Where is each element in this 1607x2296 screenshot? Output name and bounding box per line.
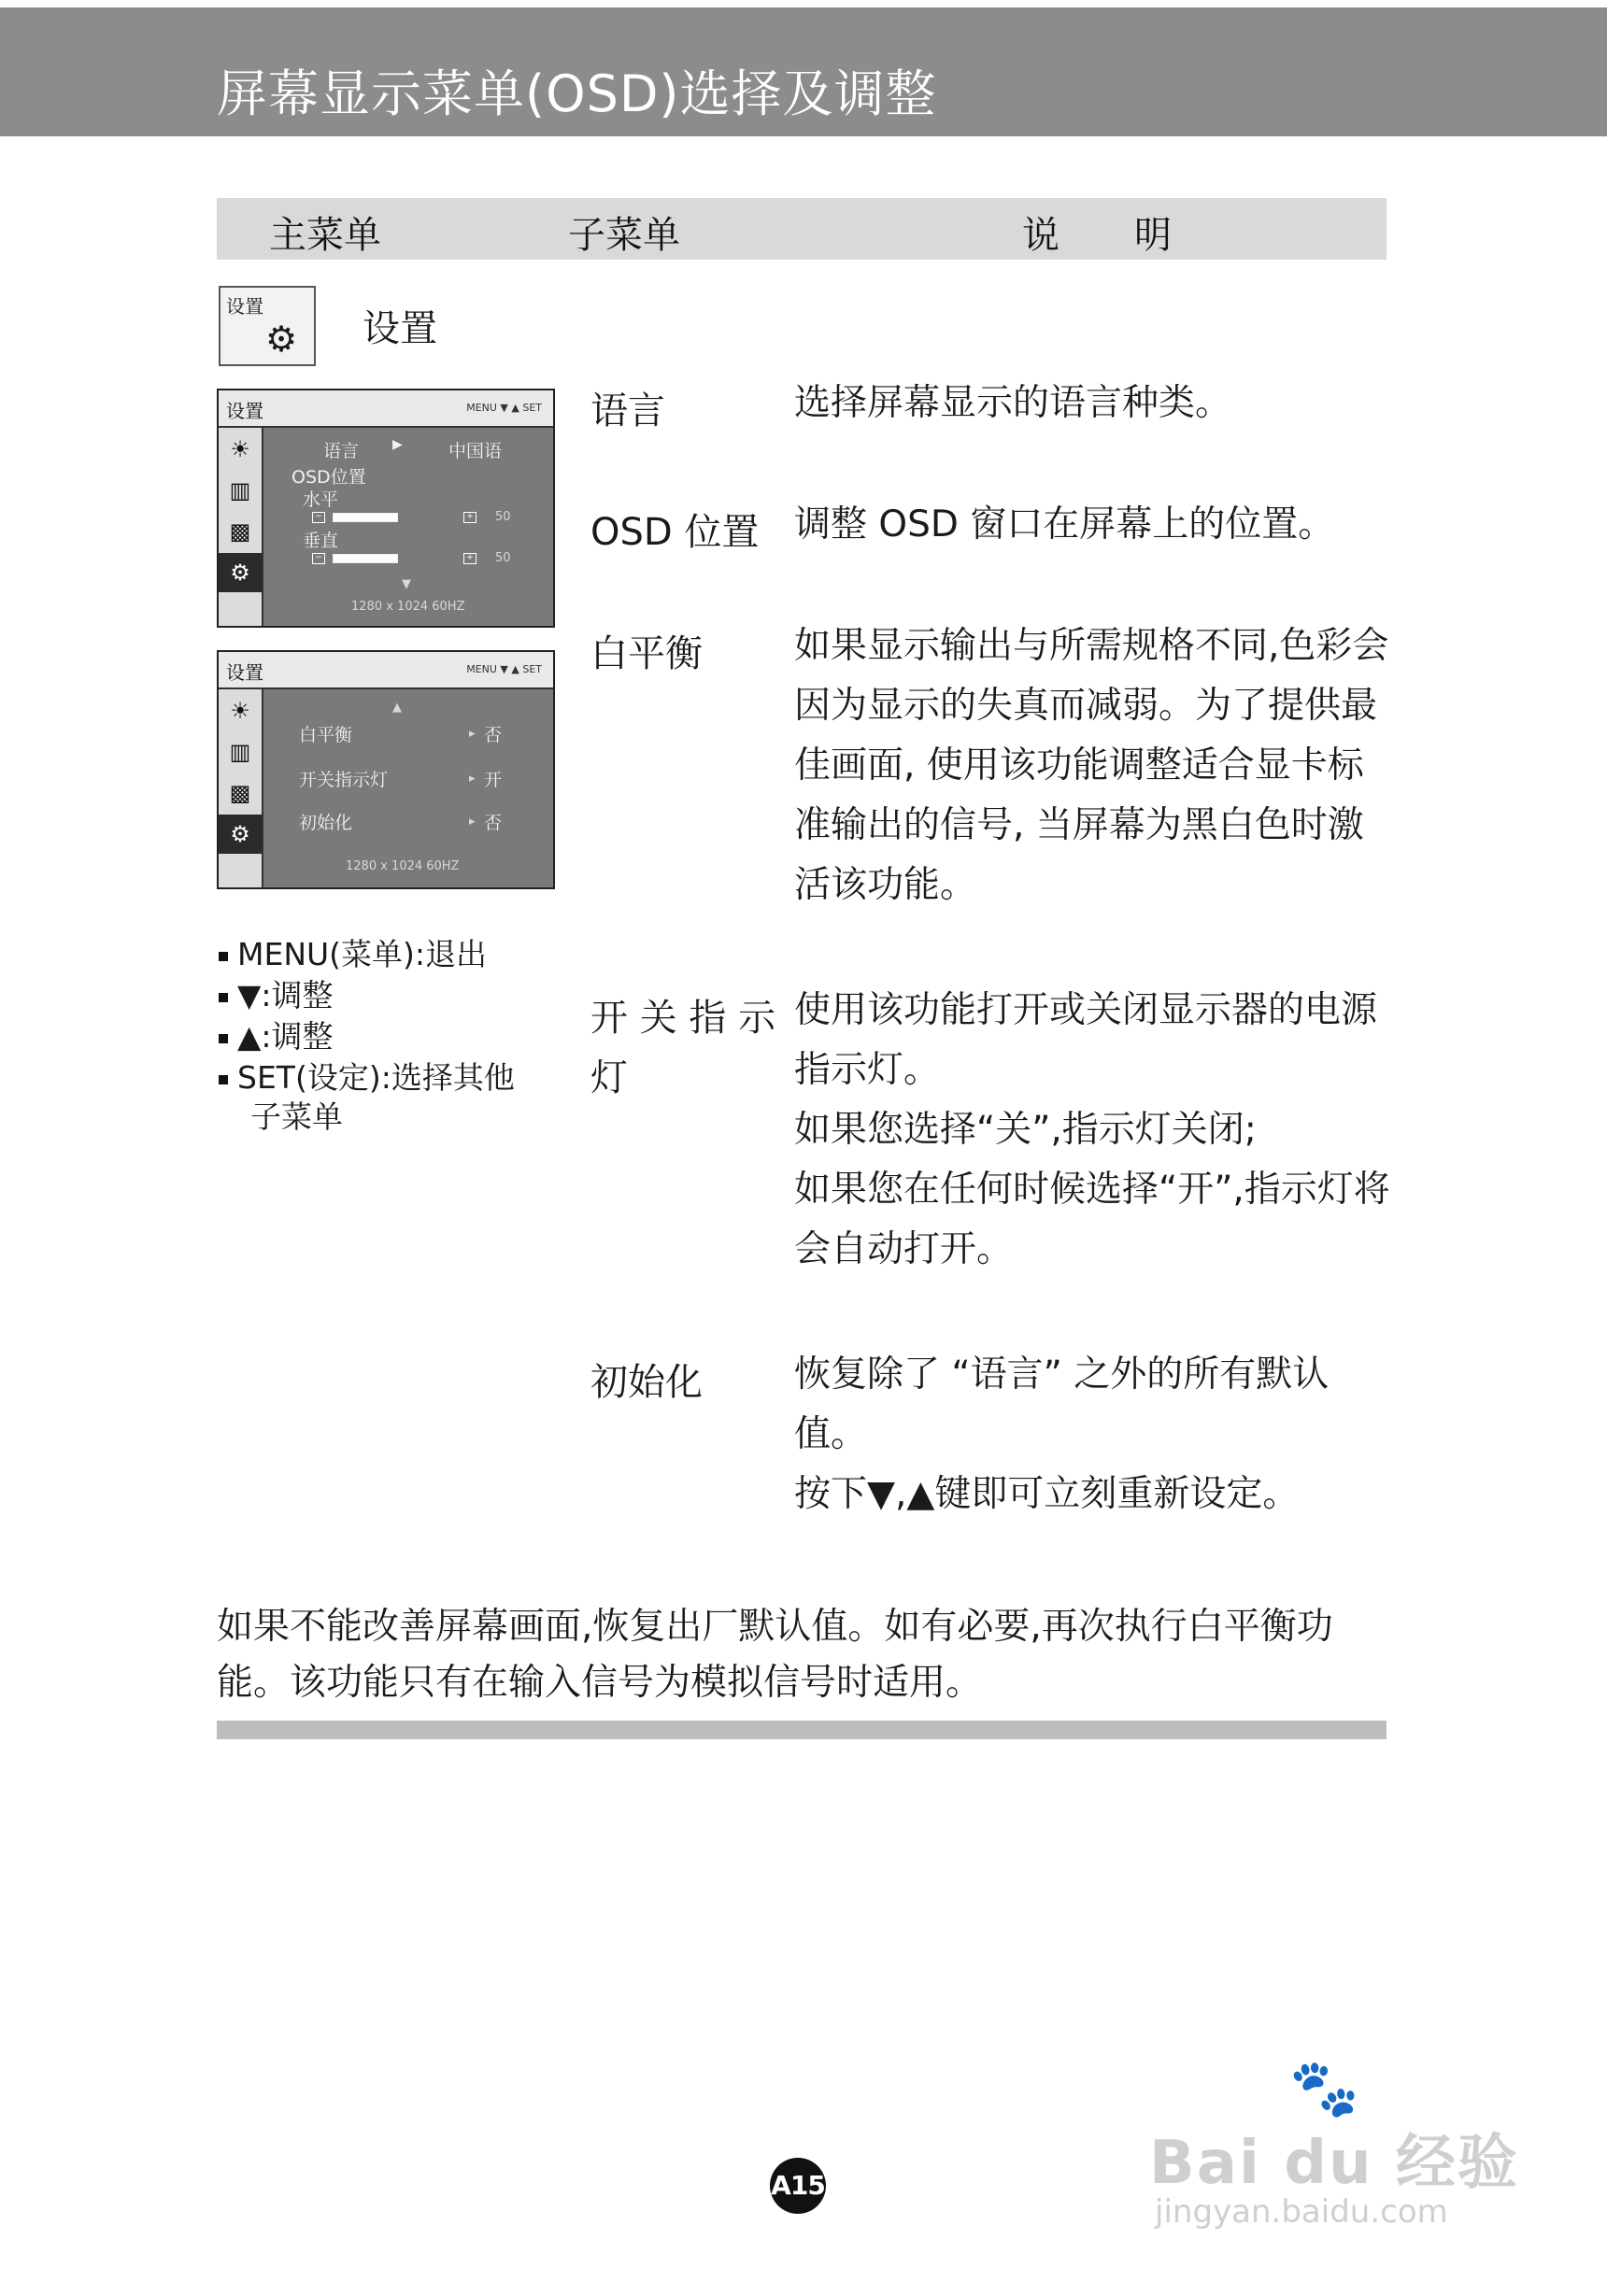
arrow-right-icon: ▸ bbox=[469, 772, 476, 786]
osd-row-label: 白平衡 bbox=[299, 725, 353, 745]
tracking-icon: ▩ bbox=[229, 518, 251, 545]
osd-vertical-label: 垂直 bbox=[303, 531, 339, 551]
column-description: 说 明 bbox=[1022, 214, 1172, 257]
desc-reset: 恢复除了 “语言” 之外的所有默认值。 bbox=[794, 1354, 1330, 1455]
plus-icon: + bbox=[463, 512, 476, 523]
osd-horizontal-value: 50 bbox=[495, 510, 511, 524]
term-power-indicator: 开 关 指 示 bbox=[590, 997, 776, 1040]
minus-icon: − bbox=[312, 512, 325, 523]
setup-icon: ⚙ bbox=[219, 553, 262, 592]
column-sub-menu: 子菜单 bbox=[568, 214, 680, 257]
osd-screen-white-balance bbox=[217, 650, 555, 889]
osd-sidebar bbox=[219, 689, 263, 887]
arrow-down-icon: ▼ bbox=[402, 577, 411, 591]
osd-language-value: 中国语 bbox=[448, 441, 503, 461]
osd-position-label: OSD位置 bbox=[292, 467, 366, 488]
vertical-level-bar bbox=[333, 554, 398, 563]
horizontal-level-bar bbox=[333, 513, 398, 522]
color-icon: ▥ bbox=[229, 477, 251, 503]
watermark-logo-text: Bai du 经验 bbox=[1149, 2129, 1519, 2198]
desc-power-indicator-off: 如果您选择“关”,指示灯关闭; bbox=[794, 1109, 1257, 1151]
plus-icon: + bbox=[463, 553, 476, 564]
osd-topbar bbox=[219, 390, 553, 428]
desc-power-indicator: 使用该功能打开或关闭显示器的电源指示灯。 bbox=[794, 989, 1378, 1091]
table-header bbox=[217, 198, 1387, 260]
color-icon: ▥ bbox=[229, 739, 251, 765]
setup-icon-label: 设置 bbox=[226, 295, 263, 318]
osd-title: 设置 bbox=[226, 400, 263, 422]
term-white-balance: 白平衡 bbox=[590, 632, 703, 675]
legend-item: SET(设定):选择其他 bbox=[219, 1054, 515, 1098]
osd-controls: MENU ▼ ▲ SET bbox=[466, 402, 542, 414]
osd-horizontal-label: 水平 bbox=[303, 489, 339, 510]
osd-title: 设置 bbox=[226, 661, 263, 684]
legend-item: MENU(菜单):退出 bbox=[219, 930, 487, 974]
legend-item: ▼:调整 bbox=[219, 971, 334, 1015]
arrow-right-icon: ▶ bbox=[392, 437, 403, 452]
arrow-right-icon: ▸ bbox=[469, 815, 476, 829]
arrow-right-icon: ▸ bbox=[469, 727, 476, 741]
desc-white-balance: 如果显示输出与所需规格不同,色彩会因为显示的失真而减弱。为了提供最佳画面, 使用该功能调整适合显卡标准输出的信号, 当屏幕为黑白色时激活该功能。 bbox=[794, 625, 1389, 906]
osd-row-label: 初始化 bbox=[299, 813, 353, 833]
osd-sidebar bbox=[219, 428, 263, 626]
osd-screen-language-position bbox=[217, 389, 555, 628]
setup-icon: ⚙ bbox=[219, 815, 262, 854]
desc-osd-position: 调整 OSD 窗口在屏幕上的位置。 bbox=[794, 503, 1335, 546]
page-number: A15 bbox=[770, 2158, 826, 2214]
osd-row-value: 开 bbox=[484, 770, 503, 790]
osd-row-value: 否 bbox=[484, 813, 503, 833]
desc-reset-keys: 按下▼,▲键即可立刻重新设定。 bbox=[794, 1473, 1300, 1515]
desc-power-indicator-on: 如果您在任何时候选择“开”,指示灯将会自动打开。 bbox=[794, 1169, 1390, 1270]
legend-item: 子菜单 bbox=[250, 1098, 343, 1135]
osd-topbar bbox=[219, 652, 553, 689]
gear-icon: ⚙ bbox=[265, 319, 298, 360]
bottom-bar bbox=[217, 1721, 1387, 1739]
legend-item: ▲:调整 bbox=[219, 1013, 334, 1056]
desc-language: 选择屏幕显示的语言种类。 bbox=[794, 382, 1232, 424]
term-power-indicator-line2: 灯 bbox=[590, 1056, 628, 1099]
term-language: 语言 bbox=[590, 390, 665, 432]
brightness-icon: ☀ bbox=[230, 436, 250, 462]
osd-controls: MENU ▼ ▲ SET bbox=[466, 663, 542, 675]
watermark-url: jingyan.baidu.com bbox=[1155, 2193, 1448, 2231]
term-reset: 初始化 bbox=[590, 1361, 703, 1404]
minus-icon: − bbox=[312, 553, 325, 564]
osd-resolution: 1280 x 1024 60HZ bbox=[351, 600, 465, 614]
setup-title: 设置 bbox=[363, 307, 437, 350]
arrow-up-icon: ▲ bbox=[392, 701, 402, 715]
osd-resolution: 1280 x 1024 60HZ bbox=[346, 859, 460, 873]
osd-language-label: 语言 bbox=[323, 441, 360, 461]
brightness-icon: ☀ bbox=[230, 698, 250, 724]
column-main-menu: 主菜单 bbox=[269, 214, 381, 257]
page-title: 屏幕显示菜单(OSD)选择及调整 bbox=[217, 64, 937, 123]
footnote: 如果不能改善屏幕画面,恢复出厂默认值。如有必要,再次执行白平衡功能。该功能只有在输入信号为模拟信号时适用。 bbox=[217, 1606, 1333, 1704]
osd-vertical-value: 50 bbox=[495, 551, 511, 565]
paw-icon: 🐾 bbox=[1289, 2056, 1359, 2121]
term-osd-position: OSD 位置 bbox=[590, 511, 760, 554]
osd-row-label: 开关指示灯 bbox=[299, 770, 389, 790]
watermark bbox=[1149, 2055, 1542, 2232]
setup-menu-icon bbox=[219, 286, 316, 366]
osd-row-value: 否 bbox=[484, 725, 503, 745]
tracking-icon: ▩ bbox=[229, 780, 251, 806]
